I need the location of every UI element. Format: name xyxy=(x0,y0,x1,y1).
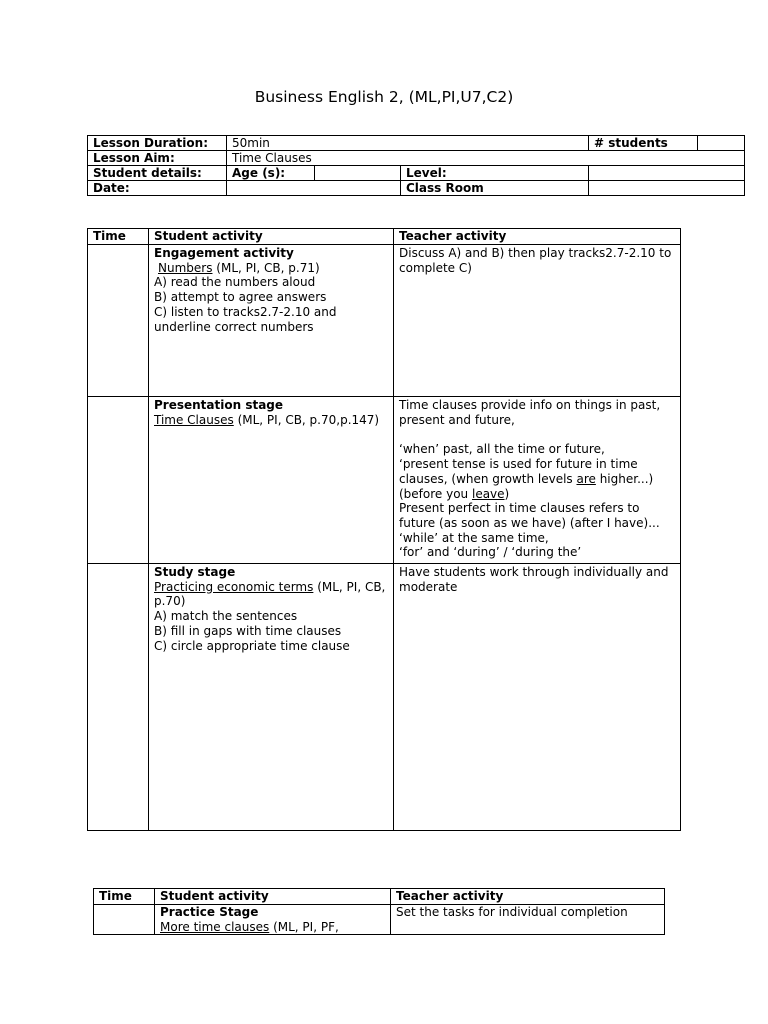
header-time: Time xyxy=(94,889,155,905)
info-row-details xyxy=(88,166,745,181)
resource-line xyxy=(154,413,388,428)
lesson-plan-table-continued xyxy=(93,888,665,935)
lesson-plan-table xyxy=(87,228,681,831)
info-row-aim xyxy=(88,151,745,166)
teacher-activity-cell xyxy=(394,245,681,397)
resource-line xyxy=(154,580,388,609)
stage-row-practice xyxy=(94,905,665,935)
teacher-activity-cell xyxy=(394,564,681,831)
stage-title: Study stage xyxy=(154,565,236,579)
teacher-note-text: ‘present tense is used for future in time clauses, (when growth levels xyxy=(399,457,638,486)
student-activity-cell xyxy=(155,905,391,935)
header-student-activity: Student activity xyxy=(149,229,394,245)
room-label: Class Room xyxy=(401,181,589,196)
teacher-activity-cell xyxy=(394,397,681,564)
resource-link[interactable]: Time Clauses xyxy=(154,412,234,427)
header-teacher-activity: Teacher activity xyxy=(394,229,681,245)
resource-link[interactable]: Practicing economic terms xyxy=(154,579,314,594)
step-item: C) listen to tracks2.7-2.10 and underline correct numbers xyxy=(154,304,337,334)
resource-line xyxy=(160,920,385,935)
step-item: C) circle appropriate time clause xyxy=(154,638,350,653)
resource-ref: (ML, PI, CB, p.71) xyxy=(212,260,320,275)
level-value xyxy=(589,166,745,181)
underlined-word: are xyxy=(576,471,596,486)
teacher-activity-cell xyxy=(391,905,665,935)
age-value xyxy=(315,166,401,181)
resource-ref: (ML, PI, CB, p.70) xyxy=(154,579,386,609)
students-label: # students xyxy=(589,136,698,151)
stage-title: Presentation stage xyxy=(154,398,284,412)
step-item: B) fill in gaps with time clauses xyxy=(154,623,342,638)
stage-time xyxy=(88,397,149,564)
aim-label: Lesson Aim: xyxy=(88,151,227,166)
date-value xyxy=(227,181,401,196)
teacher-note: Discuss A) and B) then play tracks2.7-2.10 to complete C) xyxy=(399,246,672,275)
table-header-row xyxy=(94,889,665,905)
teacher-note-while: ‘while’ at the same time, xyxy=(399,530,549,545)
teacher-note-for: ‘for’ and ‘during’ / ‘during the’ xyxy=(399,545,582,560)
resource-link[interactable]: More time clauses xyxy=(160,919,270,934)
stage-title: Practice Stage xyxy=(160,905,259,919)
resource-link[interactable]: Numbers xyxy=(158,260,213,275)
stage-time xyxy=(94,905,155,935)
room-value xyxy=(589,181,745,196)
teacher-note: Have students work through individually and moderate xyxy=(399,565,669,594)
header-student-activity: Student activity xyxy=(155,889,391,905)
teacher-note-perfect: Present perfect in time clauses refers to future (as soon as we have) (after I have)... xyxy=(399,501,660,530)
header-time: Time xyxy=(88,229,149,245)
teacher-note-present xyxy=(399,457,675,501)
header-teacher-activity: Teacher activity xyxy=(391,889,665,905)
page-title: Business English 2, (ML,PI,U7,C2) xyxy=(254,88,514,106)
students-value xyxy=(698,136,745,151)
level-label: Level: xyxy=(401,166,589,181)
info-row-date xyxy=(88,181,745,196)
stage-row-presentation xyxy=(88,397,681,564)
resource-line xyxy=(154,261,388,276)
duration-value: 50min xyxy=(227,136,589,151)
teacher-note: Set the tasks for individual completion xyxy=(396,905,628,919)
table-header-row xyxy=(88,229,681,245)
student-activity-cell xyxy=(149,564,394,831)
duration-label: Lesson Duration: xyxy=(88,136,227,151)
stage-time xyxy=(88,564,149,831)
details-label: Student details: xyxy=(88,166,227,181)
stage-row-engagement xyxy=(88,245,681,397)
info-row-duration xyxy=(88,136,745,151)
step-item: B) attempt to agree answers xyxy=(154,290,327,305)
aim-value: Time Clauses xyxy=(227,151,745,166)
stage-row-study xyxy=(88,564,681,831)
underlined-word: leave xyxy=(471,486,505,501)
step-item: A) read the numbers aloud xyxy=(154,275,316,290)
step-item: A) match the sentences xyxy=(154,609,298,624)
student-activity-cell xyxy=(149,245,394,397)
date-label: Date: xyxy=(88,181,227,196)
lesson-info-table xyxy=(87,135,745,196)
teacher-note-text: higher...) (before you xyxy=(399,471,654,501)
teacher-note-when: ‘when’ past, all the time or future, xyxy=(399,442,605,457)
stage-time xyxy=(88,245,149,397)
teacher-note-text: ) xyxy=(504,486,510,501)
teacher-note-intro: Time clauses provide info on things in past, present and future, xyxy=(399,398,661,427)
age-label: Age (s): xyxy=(227,166,315,181)
resource-ref: (ML, PI, CB, p.70,p.147) xyxy=(233,412,380,427)
stage-title: Engagement activity xyxy=(154,246,294,260)
resource-ref: (ML, PI, PF, xyxy=(269,919,339,934)
student-activity-cell xyxy=(149,397,394,564)
